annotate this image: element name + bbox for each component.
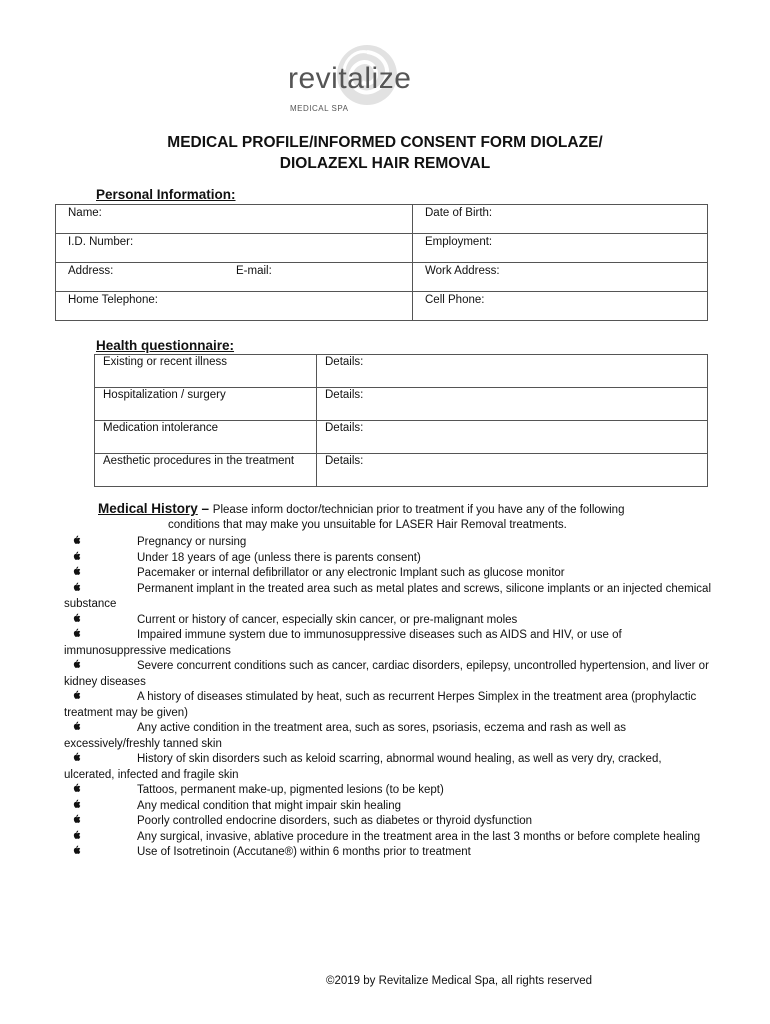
list-item [64, 721, 714, 752]
list-item-text: Tattoos, permanent make-up, pigmented lesions (to be kept) [137, 784, 444, 796]
list-item [64, 551, 714, 567]
medical-history-intro [98, 501, 624, 516]
logo-wordmark: revitalize [288, 62, 412, 95]
apple-bullet-icon [72, 628, 81, 644]
medical-history-intro-line1: Please inform doctor/technician prior to treatment if you have any of the following [212, 504, 625, 516]
list-item-text: Permanent implant in the treated area such as metal plates and screws, silicone implants or an injected chemical substance [64, 582, 712, 610]
medical-history-heading: Medical History [98, 501, 198, 516]
apple-bullet-icon [72, 830, 81, 846]
list-item [64, 783, 714, 799]
list-item-text: Pregnancy or nursing [137, 536, 247, 548]
form-title-line1: MEDICAL PROFILE/INFORMED CONSENT FORM DIOLAZE/ [167, 134, 603, 151]
employment-label: Employment: [425, 236, 493, 248]
list-item [64, 814, 714, 830]
apple-bullet-icon [72, 566, 81, 582]
form-title-line2: DIOLAZEXL HAIR REMOVAL [279, 155, 491, 172]
health-row-details[interactable]: Details: [317, 421, 708, 454]
cell-phone-field[interactable] [413, 292, 708, 321]
apple-bullet-icon [72, 799, 81, 815]
apple-bullet-icon [72, 752, 81, 768]
list-item [64, 799, 714, 815]
id-number-field[interactable] [56, 234, 413, 263]
list-item-text: A history of diseases stimulated by heat, such as recurrent Herpes Simplex in the treatment area (prophylactic treatment may be given) [64, 691, 697, 719]
medical-history-intro-line2: conditions that may make you unsuitable for LASER Hair Removal treatments. [168, 519, 567, 531]
health-row-details[interactable]: Details: [317, 388, 708, 421]
apple-bullet-icon [72, 613, 81, 629]
apple-bullet-icon [72, 551, 81, 567]
health-row-details[interactable]: Details: [317, 355, 708, 388]
personal-info-table [55, 204, 708, 321]
list-item-text: Current or history of cancer, especially skin cancer, or pre-malignant moles [137, 613, 518, 626]
apple-bullet-icon [72, 814, 81, 830]
logo-subtitle: MEDICAL SPA [290, 104, 349, 113]
health-row-label: Aesthetic procedures in the treatment [95, 454, 317, 487]
list-item [64, 830, 714, 846]
health-row-label: Existing or recent illness [95, 355, 317, 388]
list-item [64, 613, 714, 629]
list-item [64, 659, 714, 690]
id-number-label: I.D. Number: [68, 236, 134, 248]
list-item [64, 845, 714, 861]
health-row-label: Medication intolerance [95, 421, 317, 454]
apple-bullet-icon [72, 690, 81, 706]
list-item [64, 535, 714, 551]
personal-info-heading: Personal Information: [96, 187, 236, 202]
copyright-footer: ©2019 by Revitalize Medical Spa, all rights reserved [326, 975, 593, 987]
list-item-text: History of skin disorders such as keloid scarring, abnormal wound healing, as well as very dry, cracked, ulcerated, infected and fragile skin [64, 753, 662, 781]
health-questionnaire-heading: Health questionnaire: [96, 338, 235, 353]
list-item-text: Use of Isotretinoin (Accutane®) within 6 months prior to treatment [137, 846, 471, 858]
health-row-label: Hospitalization / surgery [95, 388, 317, 421]
list-item-text: Any active condition in the treatment area, such as sores, psoriasis, eczema and rash as well as excessively/freshly tanned skin [64, 722, 626, 750]
apple-bullet-icon [72, 659, 81, 675]
dob-label: Date of Birth: [425, 207, 493, 219]
list-item [64, 566, 714, 582]
medical-history-dash: – [197, 501, 213, 516]
logo [270, 40, 440, 125]
health-table [94, 354, 708, 487]
address-email-field[interactable] [56, 263, 413, 292]
list-item-text: Pacemaker or internal defibrillator or any electronic Implant such as glucose monitor [137, 567, 565, 579]
work-address-label: Work Address: [425, 265, 500, 277]
home-phone-field[interactable] [56, 292, 413, 321]
apple-bullet-icon [72, 783, 81, 799]
address-label: Address: [68, 265, 114, 277]
apple-bullet-icon [72, 721, 81, 737]
name-field[interactable] [56, 205, 413, 234]
list-item [64, 628, 714, 659]
list-item-text: Under 18 years of age (unless there is parents consent) [137, 551, 421, 564]
cell-phone-label: Cell Phone: [425, 294, 485, 306]
apple-bullet-icon [72, 535, 81, 551]
dob-field[interactable] [413, 205, 708, 234]
list-item [64, 752, 714, 783]
health-row-details[interactable]: Details: [317, 454, 708, 487]
email-label: E-mail: [236, 265, 272, 277]
home-phone-label: Home Telephone: [68, 294, 158, 306]
work-address-field[interactable] [413, 263, 708, 292]
apple-bullet-icon [72, 582, 81, 598]
list-item-text: Any surgical, invasive, ablative procedure in the treatment area in the last 3 months or before complete healing [137, 830, 701, 843]
apple-bullet-icon [72, 845, 81, 861]
list-item [64, 582, 714, 613]
list-item-text: Severe concurrent conditions such as cancer, cardiac disorders, epilepsy, uncontrolled hypertension, and liver or kidney diseases [64, 660, 709, 688]
list-item-text: Poorly controlled endocrine disorders, such as diabetes or thyroid dysfunction [137, 815, 533, 827]
list-item-text: Impaired immune system due to immunosuppressive diseases such as AIDS and HIV, or use of immunosuppressive medications [64, 629, 622, 657]
medical-history-list [64, 535, 714, 861]
list-item [64, 690, 714, 721]
list-item-text: Any medical condition that might impair skin healing [137, 799, 401, 812]
name-label: Name: [68, 207, 102, 219]
employment-field[interactable] [413, 234, 708, 263]
